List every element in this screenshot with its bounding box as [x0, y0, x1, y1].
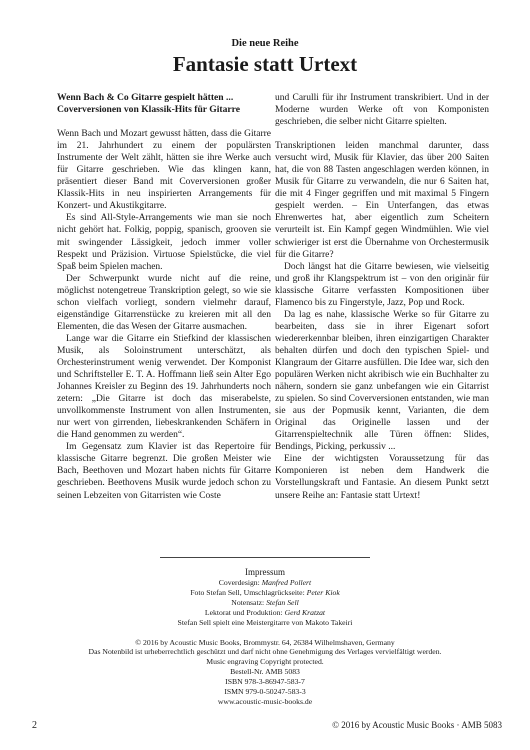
paragraph: und Carulli für ihr Instrument transkribiert. Und in der Moderne wurden Werke oft von Komponisten geschrieben, die selber nicht Gitarre spielten.: [275, 93, 489, 128]
imprint-isbn: ISBN 978-3-86947-583-7: [225, 677, 305, 687]
paragraph: Es sind All-Style-Arrangements wie man sie noch nicht gehört hat. Folkig, poppig, spanisch, grooven sie mit swingender Lässigkeit, jedoch immer voller Respekt und Präzision. Virtuose Spielstücke, die viel Spaß beim Spielen machen.: [57, 213, 271, 272]
subheading-line-2: Coverversionen von Klassik-Hits für Gitarre: [57, 104, 240, 116]
imprint-order-number: Bestell-Nr. AMB 5083: [230, 667, 300, 677]
imprint-heading: Impressum: [245, 567, 285, 577]
paragraph: Lange war die Gitarre ein Stiefkind der klassischen Musik, als Soloinstrument unterschätzt, als Orchesterinstrument wenig verwendet. Der Komponist und Schriftsteller E. T. A. Hoffmann ließ sein Alter Ego Johannes Kreisler zu Beginn des 19. Jahrhunderts noch zetern: „Die Gitarre ist doch das miserabelste, unvollkommenste Instrument von allen Instrumenten, nur wert von girrenden, liebeskrankenden Schäfern in die Hand genommen zu werden“.: [57, 333, 271, 441]
imprint-engraving-line: Music engraving Copyright protected.: [206, 657, 324, 667]
imprint-lektorat-line: [40, 608, 490, 618]
cover-value: Manfred Pollert: [261, 578, 312, 587]
paragraph: Der Schwerpunkt wurde nicht auf die reine, möglichst notengetreue Transkription gelegt, so wie sie schon vielfach vorliegt, sondern vielmehr darauf, eigenständige Gitarrenstücke zu kreieren mit all den Elementen, die das Wesen der Gitarre ausmachen.: [57, 273, 271, 332]
imprint-ismn: ISMN 979-0-50247-583-3: [224, 687, 306, 697]
paragraph: Da lag es nahe, klassische Werke so für Gitarre zu bearbeiten, dass sie in ihrer Eigenart sofort wiedererkennbar bleiben, ihren einzigartigen Charakter behalten dürfen und doch den typischen Spiel- und Klangraum der Gitarre ausfüllen. Die Idee war, sich den populären Werken nicht akribisch wie ein Buchhalter zu nähern, sondern sie ganz unbefangen wie ein Gitarrist zu spielen. So sind Coverversionen entstanden, wie man sie aus der Popmusik kennt, Varianten, die dem Original das Originelle lassen und der Gitarrenspieltechnik alle Türen öffnen: Slides, Bendings, Picking, perkussiv ...: [275, 309, 489, 453]
notesatz-label: Notensatz:: [231, 597, 265, 607]
photo-label: Foto Stefan Sell, Umschlagrückseite:: [190, 587, 305, 597]
paragraph: Wenn Bach und Mozart gewusst hätten, dass die Gitarre im 21. Jahrhundert zu einem der populärsten Instrumente der Welt zählt, hätten sie ihre Werke auch für Gitarre geschrieben. Wie das klingen kann, präsentiert dieser Band mit Coverversionen großer Klassik-Hits in neu inspirierten Arrangements für Konzert- und Akustikgitarre.: [57, 129, 271, 212]
imprint-cover-line: [40, 578, 490, 588]
notesatz-value: Stefan Sell: [266, 597, 299, 607]
subheading-line-1: Wenn Bach & Co Gitarre gespielt hätten ...: [57, 92, 234, 103]
lektorat-value: Gerd Kratzat: [284, 607, 326, 617]
page-title: Fantasie statt Urtext: [172, 52, 358, 76]
footer-copyright: © 2016 by Acoustic Music Books · AMB 5083: [332, 720, 502, 730]
series-kicker: Die neue Reihe: [231, 38, 299, 49]
left-column: [57, 92, 271, 502]
subheading: [57, 92, 271, 116]
imprint-copyright-line: © 2016 by Acoustic Music Books, Brommystr. 64, 26384 Wilhelmshaven, Germany: [135, 637, 395, 647]
cover-label: Coverdesign:: [218, 578, 260, 587]
imprint-notesatz-line: [40, 598, 490, 608]
imprint-photo-line: [40, 588, 490, 598]
imprint-spacer: [40, 628, 490, 638]
imprint: [40, 566, 490, 707]
lektorat-label: Lektorat und Produktion:: [204, 607, 283, 617]
imprint-divider: [160, 557, 370, 558]
paragraph: Doch längst hat die Gitarre bewiesen, wie vielseitig und groß ihr Klangspektrum ist – von den originär für klassische Gitarre verfassten Kompositionen über Flamenco bis zu Fingerstyle, Jazz, Pop und Rock.: [275, 261, 489, 308]
imprint-website: www.acoustic-music-books.de: [217, 696, 313, 706]
paragraph: Transkriptionen leiden manchmal darunter, dass versucht wird, Musik für Klavier, das über 200 Saiten hat, die von 88 Tasten angeschlagen werden können, in Musik für Gitarre zu verwandeln, die nur 6 Saiten hat, die mit 4 Finger gegriffen und mit maximal 5 Fingern gespielt werden. – Ein Unterfangen, das etwas Ehrenwertes hat, aber eigentlich zum Scheitern verurteilt ist. Ein Kampf gegen Windmühlen. Wie viel schwieriger ist erst die Übernahme von Orchestermusik für die Gitarre?: [275, 141, 489, 260]
page-number: 2: [32, 720, 37, 731]
photo-value: Peter Kiok: [306, 587, 340, 597]
paragraph: Eine der wichtigsten Voraussetzung für das Komponieren ist neben dem Handwerk die Vorstellungskraft und Fantasie. An diesem Punkt setzt unsere Reihe an: Fantasie statt Urtext!: [275, 454, 489, 501]
paragraph: Im Gegensatz zum Klavier ist das Repertoire für klassische Gitarre begrenzt. Die großen Meister wie Bach, Beethoven und Mozart haben nichts für Gitarre geschrieben. Beethovens Musik wurde jedoch schon zu seinen Lebzeiten von Gitarristen wie Coste: [57, 442, 271, 501]
imprint-rights-line: Das Notenbild ist urheberrechtlich geschützt und darf nicht ohne Genehmigung des Verlages vervielfältigt werden.: [88, 647, 442, 657]
imprint-guitar-line: Stefan Sell spielt eine Meistergitarre von Makoto Takeiri: [177, 617, 353, 627]
right-column: [275, 92, 489, 502]
